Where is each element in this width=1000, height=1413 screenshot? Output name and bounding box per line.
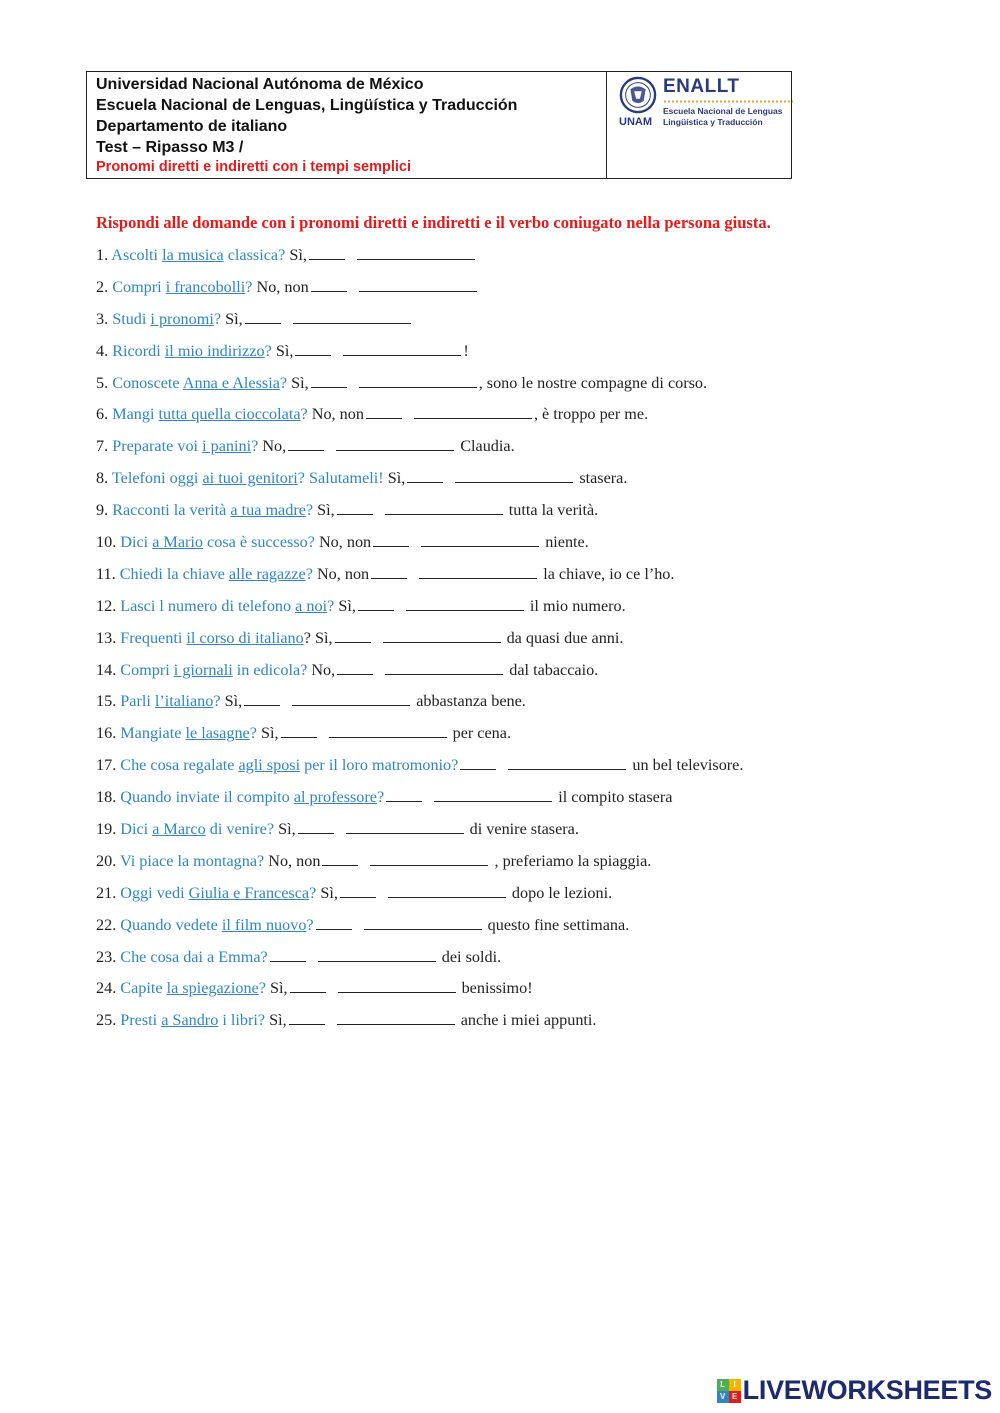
answer-start: Sì,: [221, 309, 243, 328]
question-text: Conoscete: [112, 373, 183, 392]
question-row: [96, 849, 956, 881]
question-text: cosa è successo?: [203, 533, 315, 552]
pronoun-blank[interactable]: [337, 500, 373, 515]
question-text: ?: [306, 915, 314, 934]
question-row: [96, 976, 956, 1008]
underlined-object: il film nuovo: [221, 915, 307, 934]
header-info: [87, 72, 607, 178]
question-text: ?: [213, 309, 222, 328]
verb-blank[interactable]: [336, 436, 454, 451]
question-text: Preparate voi: [112, 437, 203, 456]
test-topic: Pronomi diretti e indiretti con i tempi semplici: [96, 159, 412, 175]
question-text: Telefoni oggi: [111, 469, 203, 488]
logo-cell: [607, 72, 791, 178]
verb-blank[interactable]: [419, 564, 537, 579]
answer-end: dei soldi.: [437, 947, 502, 966]
question-row: [96, 594, 956, 626]
logo-letter: L: [717, 1379, 729, 1391]
question-row: [96, 466, 956, 498]
answer-end: stasera.: [575, 469, 628, 488]
answer-end: benissimo!: [457, 979, 533, 998]
underlined-object: la musica: [162, 246, 224, 264]
pronoun-blank[interactable]: [460, 755, 496, 770]
question-text: Lasci l numero di telefono: [120, 596, 296, 615]
underlined-object: alle ragazze: [228, 564, 306, 583]
answer-start: Sì,: [383, 469, 406, 488]
answer-end: tutta la verità.: [504, 501, 599, 520]
answer-start: Sì,: [265, 979, 288, 998]
question-text: Chiedi la chiave: [119, 564, 229, 583]
question-number: 1.: [96, 246, 109, 264]
logo-letter: E: [729, 1391, 741, 1403]
underlined-object: a Mario: [152, 533, 203, 552]
question-text: Quando inviate il compito: [120, 788, 294, 807]
answer-start: Sì,: [316, 883, 338, 902]
question-text: Vi piace la montagna?: [120, 851, 265, 870]
question-row: [96, 339, 956, 371]
question-text: ?: [264, 341, 272, 360]
question-row: [96, 402, 956, 434]
pronoun-blank[interactable]: [358, 596, 394, 611]
answer-start: No,: [307, 660, 336, 679]
question-row: [96, 785, 956, 817]
answer-start: No,: [258, 437, 287, 456]
answer-end: il mio numero.: [525, 596, 626, 615]
underlined-object: agli sposi: [238, 756, 301, 775]
unam-label: UNAM: [619, 116, 652, 128]
verb-blank[interactable]: [293, 309, 411, 324]
question-row: [96, 817, 956, 849]
question-text: ?: [305, 564, 313, 583]
answer-start: Sì,: [265, 1011, 287, 1030]
underlined-object: i panini: [202, 437, 252, 456]
underlined-object: i francobolli: [165, 277, 246, 296]
question-text: Quando vedete: [120, 915, 222, 934]
department-name: Departamento de italiano: [96, 118, 288, 135]
question-number: 21.: [96, 883, 117, 902]
watermark-text: LIVEWORKSHEETS: [742, 1375, 992, 1405]
answer-start: No, non: [307, 405, 364, 424]
question-text: Ricordi: [112, 341, 165, 360]
verb-blank[interactable]: [343, 341, 461, 356]
answer-end: , sono le nostre compagne di corso.: [478, 373, 708, 392]
question-text: Dici: [120, 533, 153, 552]
answer-start: Sì,: [334, 596, 356, 615]
pronoun-blank[interactable]: [373, 532, 409, 547]
underlined-object: le lasagne: [185, 724, 250, 743]
pronoun-blank[interactable]: [295, 341, 331, 356]
question-text: classica?: [223, 246, 286, 264]
question-number: 17.: [96, 756, 117, 775]
answer-end: , preferiamo la spiaggia.: [490, 851, 652, 870]
underlined-object: la spiegazione: [166, 979, 259, 998]
answer-start: ?: [303, 628, 311, 647]
answer-end: niente.: [541, 533, 589, 552]
underlined-object: a noi: [295, 596, 328, 615]
verb-blank[interactable]: [455, 468, 573, 483]
pronoun-blank[interactable]: [281, 723, 317, 738]
pronoun-blank[interactable]: [289, 1010, 325, 1025]
question-text: ?: [327, 596, 335, 615]
answer-start: Sì,: [274, 820, 296, 839]
enallt-subtitle-2: Lingüística y Traducción: [663, 117, 763, 127]
answer-end: questo fine settimana.: [483, 915, 630, 934]
verb-blank[interactable]: [338, 978, 456, 993]
header-table: [86, 71, 792, 179]
pronoun-blank[interactable]: [311, 277, 347, 292]
verb-blank[interactable]: [346, 819, 464, 834]
logo-dots: [663, 100, 793, 103]
question-text: Compri: [120, 660, 174, 679]
answer-start: Sì,: [220, 692, 243, 711]
answer-end: per cena.: [448, 724, 512, 743]
answer-start: Sì,: [310, 628, 333, 647]
question-number: 18.: [96, 788, 117, 807]
verb-blank[interactable]: [508, 755, 626, 770]
pronoun-blank[interactable]: [270, 947, 306, 962]
question-text: Mangiate: [120, 724, 186, 743]
question-row: [96, 434, 956, 466]
question-text: ?: [249, 724, 257, 743]
answer-end: abbastanza bene.: [412, 692, 526, 711]
underlined-object: al professore: [293, 788, 377, 807]
question-text: Capite: [120, 979, 167, 998]
question-row: [96, 1008, 956, 1040]
question-row: [96, 243, 956, 275]
question-number: 19.: [96, 820, 117, 839]
underlined-object: tutta quella cioccolata: [158, 405, 301, 424]
verb-blank[interactable]: [359, 373, 477, 388]
test-title: Test – Ripasso M3 /: [96, 139, 244, 156]
question-text: ?: [300, 405, 308, 424]
question-text: Parli: [120, 692, 155, 711]
underlined-object: a Marco: [152, 820, 206, 839]
unam-seal-icon: [619, 76, 657, 114]
liveworksheets-watermark: [717, 1375, 992, 1406]
verb-blank[interactable]: [385, 660, 503, 675]
underlined-object: Giulia e Francesca: [188, 883, 310, 902]
pronoun-blank[interactable]: [290, 978, 326, 993]
question-row: [96, 721, 956, 753]
question-number: 20.: [96, 851, 117, 870]
answer-end: !: [463, 341, 469, 360]
verb-blank[interactable]: [414, 404, 532, 419]
question-row: [96, 530, 956, 562]
question-text: i libri?: [218, 1011, 266, 1030]
question-text: Oggi vedi: [120, 883, 189, 902]
verb-blank[interactable]: [292, 691, 410, 706]
question-text: ?: [376, 788, 385, 807]
question-row: [96, 562, 956, 594]
pronoun-blank[interactable]: [288, 436, 324, 451]
logo-letter: V: [717, 1391, 729, 1403]
pronoun-blank[interactable]: [407, 468, 443, 483]
pronoun-blank[interactable]: [244, 691, 280, 706]
answer-end: il compito stasera: [554, 788, 673, 807]
liveworksheets-logo-icon: [717, 1379, 741, 1403]
verb-blank[interactable]: [364, 915, 482, 930]
question-row: [96, 626, 956, 658]
answer-start: Sì,: [285, 246, 307, 264]
question-row: [96, 658, 956, 690]
question-number: 14.: [96, 660, 117, 679]
verb-blank[interactable]: [370, 851, 488, 866]
question-text: ?: [309, 883, 317, 902]
pronoun-blank[interactable]: [245, 309, 281, 324]
question-text: ?: [213, 692, 221, 711]
verb-blank[interactable]: [434, 787, 552, 802]
question-text: ? Salutameli!: [297, 469, 384, 488]
question-row: [96, 881, 956, 913]
answer-end: da quasi due anni.: [502, 628, 624, 647]
answer-start: No, non: [264, 851, 321, 870]
verb-blank[interactable]: [421, 532, 539, 547]
enallt-subtitle-1: Escuela Nacional de Lenguas: [663, 106, 783, 116]
answer-end: Claudia.: [456, 437, 515, 456]
question-number: 16.: [96, 724, 117, 743]
university-name: Universidad Nacional Autónoma de México: [96, 76, 424, 93]
pronoun-blank[interactable]: [316, 915, 352, 930]
question-number: 2.: [96, 277, 109, 296]
question-number: 4.: [96, 341, 109, 360]
answer-start: Sì,: [256, 724, 279, 743]
question-text: ?: [251, 437, 259, 456]
underlined-object: l’italiano: [154, 692, 214, 711]
question-row: [96, 689, 956, 721]
question-row: [96, 753, 956, 785]
pronoun-blank[interactable]: [386, 787, 422, 802]
logo-letter: I: [729, 1379, 741, 1391]
answer-end: anche i miei appunti.: [456, 1011, 597, 1030]
question-text: Presti: [120, 1011, 162, 1030]
question-text: Frequenti: [120, 628, 187, 647]
verb-blank[interactable]: [359, 277, 477, 292]
question-row: [96, 913, 956, 945]
question-row: [96, 371, 956, 403]
verb-blank[interactable]: [383, 628, 501, 643]
question-number: 25.: [96, 1011, 117, 1030]
underlined-object: i pronomi: [150, 309, 214, 328]
answer-end: di venire stasera.: [465, 820, 579, 839]
question-text: in edicola?: [232, 660, 308, 679]
question-number: 8.: [96, 469, 109, 488]
question-row: [96, 945, 956, 977]
underlined-object: Anna e Alessia: [182, 373, 280, 392]
answer-start: Sì,: [271, 341, 294, 360]
question-number: 9.: [96, 501, 109, 520]
pronoun-blank[interactable]: [340, 883, 376, 898]
verb-blank[interactable]: [385, 500, 503, 515]
verb-blank[interactable]: [406, 596, 524, 611]
pronoun-blank[interactable]: [322, 851, 358, 866]
pronoun-blank[interactable]: [371, 564, 407, 579]
verb-blank[interactable]: [329, 723, 447, 738]
question-number: 15.: [96, 692, 117, 711]
answer-end: , è troppo per me.: [533, 405, 649, 424]
question-number: 13.: [96, 628, 117, 647]
question-text: Che cosa dai a Emma?: [120, 947, 268, 966]
question-text: ?: [245, 277, 253, 296]
underlined-object: a Sandro: [161, 1011, 219, 1030]
answer-end: dopo le lezioni.: [507, 883, 613, 902]
underlined-object: il mio indirizzo: [164, 341, 265, 360]
pronoun-blank[interactable]: [309, 245, 345, 260]
answer-start: No, non: [312, 564, 370, 583]
pronoun-blank[interactable]: [366, 404, 402, 419]
enallt-logo: [617, 74, 797, 134]
question-number: 11.: [96, 564, 116, 583]
answer-start: Sì,: [313, 501, 335, 520]
instructions: Rispondi alle domande con i pronomi diretti e indiretti e il verbo coniugato nella persona giusta.: [96, 213, 771, 232]
question-text: ?: [279, 373, 288, 392]
question-number: 5.: [96, 373, 109, 392]
answer-end: la chiave, io ce l’ho.: [539, 564, 675, 583]
question-text: Dici: [120, 820, 153, 839]
question-number: 23.: [96, 947, 117, 966]
pronoun-blank[interactable]: [337, 660, 373, 675]
question-text: per il loro matromonio?: [300, 756, 459, 775]
question-row: [96, 498, 956, 530]
question-number: 3.: [96, 309, 109, 328]
underlined-object: ai tuoi genitori: [202, 469, 298, 488]
pronoun-blank[interactable]: [335, 628, 371, 643]
answer-start: No, non: [252, 277, 309, 296]
question-text: ?: [305, 501, 314, 520]
question-number: 6.: [96, 405, 109, 424]
question-text: Ascolti: [111, 246, 163, 264]
verb-blank[interactable]: [388, 883, 506, 898]
question-row: [96, 307, 956, 339]
question-text: Racconti la verità: [112, 501, 231, 520]
verb-blank[interactable]: [357, 245, 475, 260]
question-text: Studi: [112, 309, 151, 328]
pronoun-blank[interactable]: [311, 373, 347, 388]
school-name: Escuela Nacional de Lenguas, Lingüística y Traducción: [96, 97, 518, 114]
question-list: [96, 243, 956, 1040]
pronoun-blank[interactable]: [298, 819, 334, 834]
question-number: 22.: [96, 915, 117, 934]
question-text: Compri: [112, 277, 166, 296]
question-row: [96, 275, 956, 307]
enallt-title: ENALLT: [663, 76, 740, 97]
answer-start: No, non: [314, 533, 372, 552]
underlined-object: i giornali: [173, 660, 233, 679]
question-number: 10.: [96, 533, 117, 552]
question-text: Mangi: [112, 405, 159, 424]
question-number: 7.: [96, 437, 109, 456]
question-text: Che cosa regalate: [120, 756, 239, 775]
answer-end: un bel televisore.: [628, 756, 744, 775]
question-text: ?: [258, 979, 266, 998]
underlined-object: il corso di italiano: [186, 628, 304, 647]
answer-start: Sì,: [287, 373, 309, 392]
underlined-object: a tua madre: [230, 501, 306, 520]
question-number: 12.: [96, 596, 117, 615]
question-number: 24.: [96, 979, 117, 998]
question-text: di venire?: [205, 820, 275, 839]
verb-blank[interactable]: [337, 1010, 455, 1025]
answer-end: dal tabaccaio.: [505, 660, 599, 679]
verb-blank[interactable]: [318, 947, 436, 962]
